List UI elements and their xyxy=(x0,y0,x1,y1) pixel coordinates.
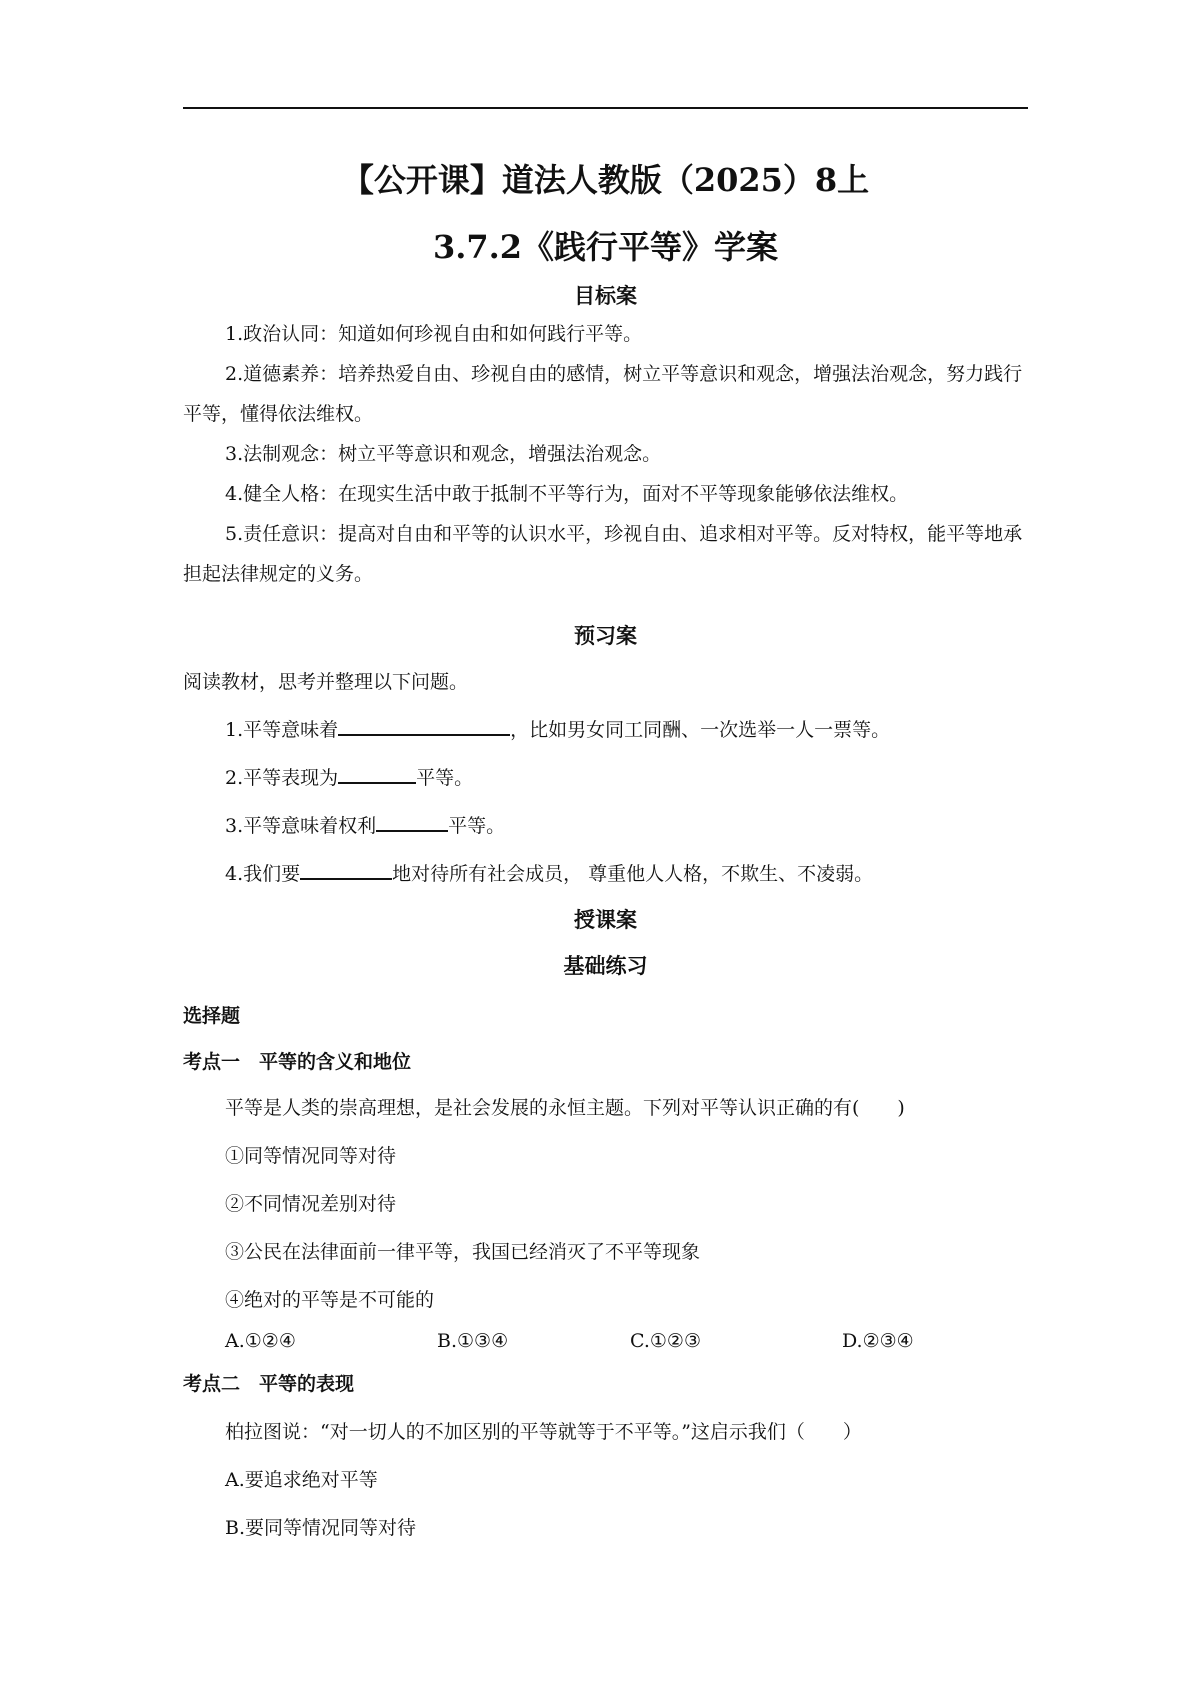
question-type-label: 选择题 xyxy=(183,1005,241,1027)
goal-item: 4.健全人格：在现实生活中敢于抵制不平等行为，面对不平等现象能够依法维权。 xyxy=(225,483,909,505)
preview-item-text: 1.平等意味着 xyxy=(225,719,339,741)
goal-item: 5.责任意识：提高对自由和平等的认识水平，珍视自由、追求相对平等。反对特权，能平等地承担起法律规定的义务。 xyxy=(183,523,1023,585)
preview-item-text: 3.平等意味着权利 xyxy=(225,815,377,837)
preview-item-text: 地对待所有社会成员， 尊重他人人格，不欺生、不凌弱。 xyxy=(392,863,874,885)
preview-item-text: 平等。 xyxy=(416,767,474,789)
statement-item: ①同等情况同等对待 xyxy=(225,1145,397,1167)
statement-item: ③公民在法律面前一律平等，我国已经消灭了不平等现象 xyxy=(225,1241,701,1263)
lesson-subheading: 基础练习 xyxy=(563,953,648,978)
statement-item: ④绝对的平等是不可能的 xyxy=(225,1289,435,1311)
point-label: 考点二 平等的表现 xyxy=(183,1373,355,1395)
statement-item: ②不同情况差别对待 xyxy=(225,1193,397,1215)
page-title: 【公开课】道法人教版（2025）8上 xyxy=(341,161,870,199)
page-subtitle: 3.7.2《践行平等》学案 xyxy=(432,228,779,266)
preview-item-text: 2.平等表现为 xyxy=(225,767,339,789)
goal-item: 2.道德素养：培养热爱自由、珍视自由的感情，树立平等意识和观念，增强法治观念，努力践行平等，懂得依法维权。 xyxy=(183,363,1023,425)
option-c[interactable]: C.①②③ xyxy=(630,1330,701,1352)
fill-blank[interactable] xyxy=(338,710,510,736)
preview-item-text: 4.我们要 xyxy=(225,863,301,885)
preview-item-text: 平等。 xyxy=(448,815,506,837)
preview-item xyxy=(183,854,1070,894)
question-stem: 平等是人类的崇高理想，是社会发展的永恒主题。下列对平等认识正确的有( ) xyxy=(225,1097,905,1119)
preview-intro: 阅读教材，思考并整理以下问题。 xyxy=(183,671,469,693)
question-stem: 柏拉图说：“对一切人的不加区别的平等就等于不平等。”这启示我们（ ） xyxy=(225,1421,862,1443)
option-b[interactable]: B.①③④ xyxy=(437,1330,509,1352)
preview-heading: 预习案 xyxy=(574,623,637,648)
option-a[interactable]: A.①②④ xyxy=(225,1330,296,1352)
goals-heading: 目标案 xyxy=(574,283,637,308)
option-a[interactable]: A.要追求绝对平等 xyxy=(225,1469,378,1491)
fill-blank[interactable] xyxy=(300,854,392,880)
fill-blank[interactable] xyxy=(376,806,448,832)
option-b[interactable]: B.要同等情况同等对待 xyxy=(225,1517,417,1539)
preview-item xyxy=(183,710,1070,750)
fill-blank[interactable] xyxy=(338,758,416,784)
preview-item xyxy=(183,806,1070,846)
goal-item: 1.政治认同：知道如何珍视自由和如何践行平等。 xyxy=(225,323,643,345)
header-rule xyxy=(183,107,1028,109)
preview-item xyxy=(183,758,1070,798)
option-d[interactable]: D.②③④ xyxy=(842,1330,914,1352)
lesson-heading: 授课案 xyxy=(574,907,637,932)
point-label: 考点一 平等的含义和地位 xyxy=(183,1051,412,1073)
preview-item-text: ，比如男女同工同酬、一次选举一人一票等。 xyxy=(510,719,891,741)
goal-item: 3.法制观念：树立平等意识和观念，增强法治观念。 xyxy=(225,443,662,465)
